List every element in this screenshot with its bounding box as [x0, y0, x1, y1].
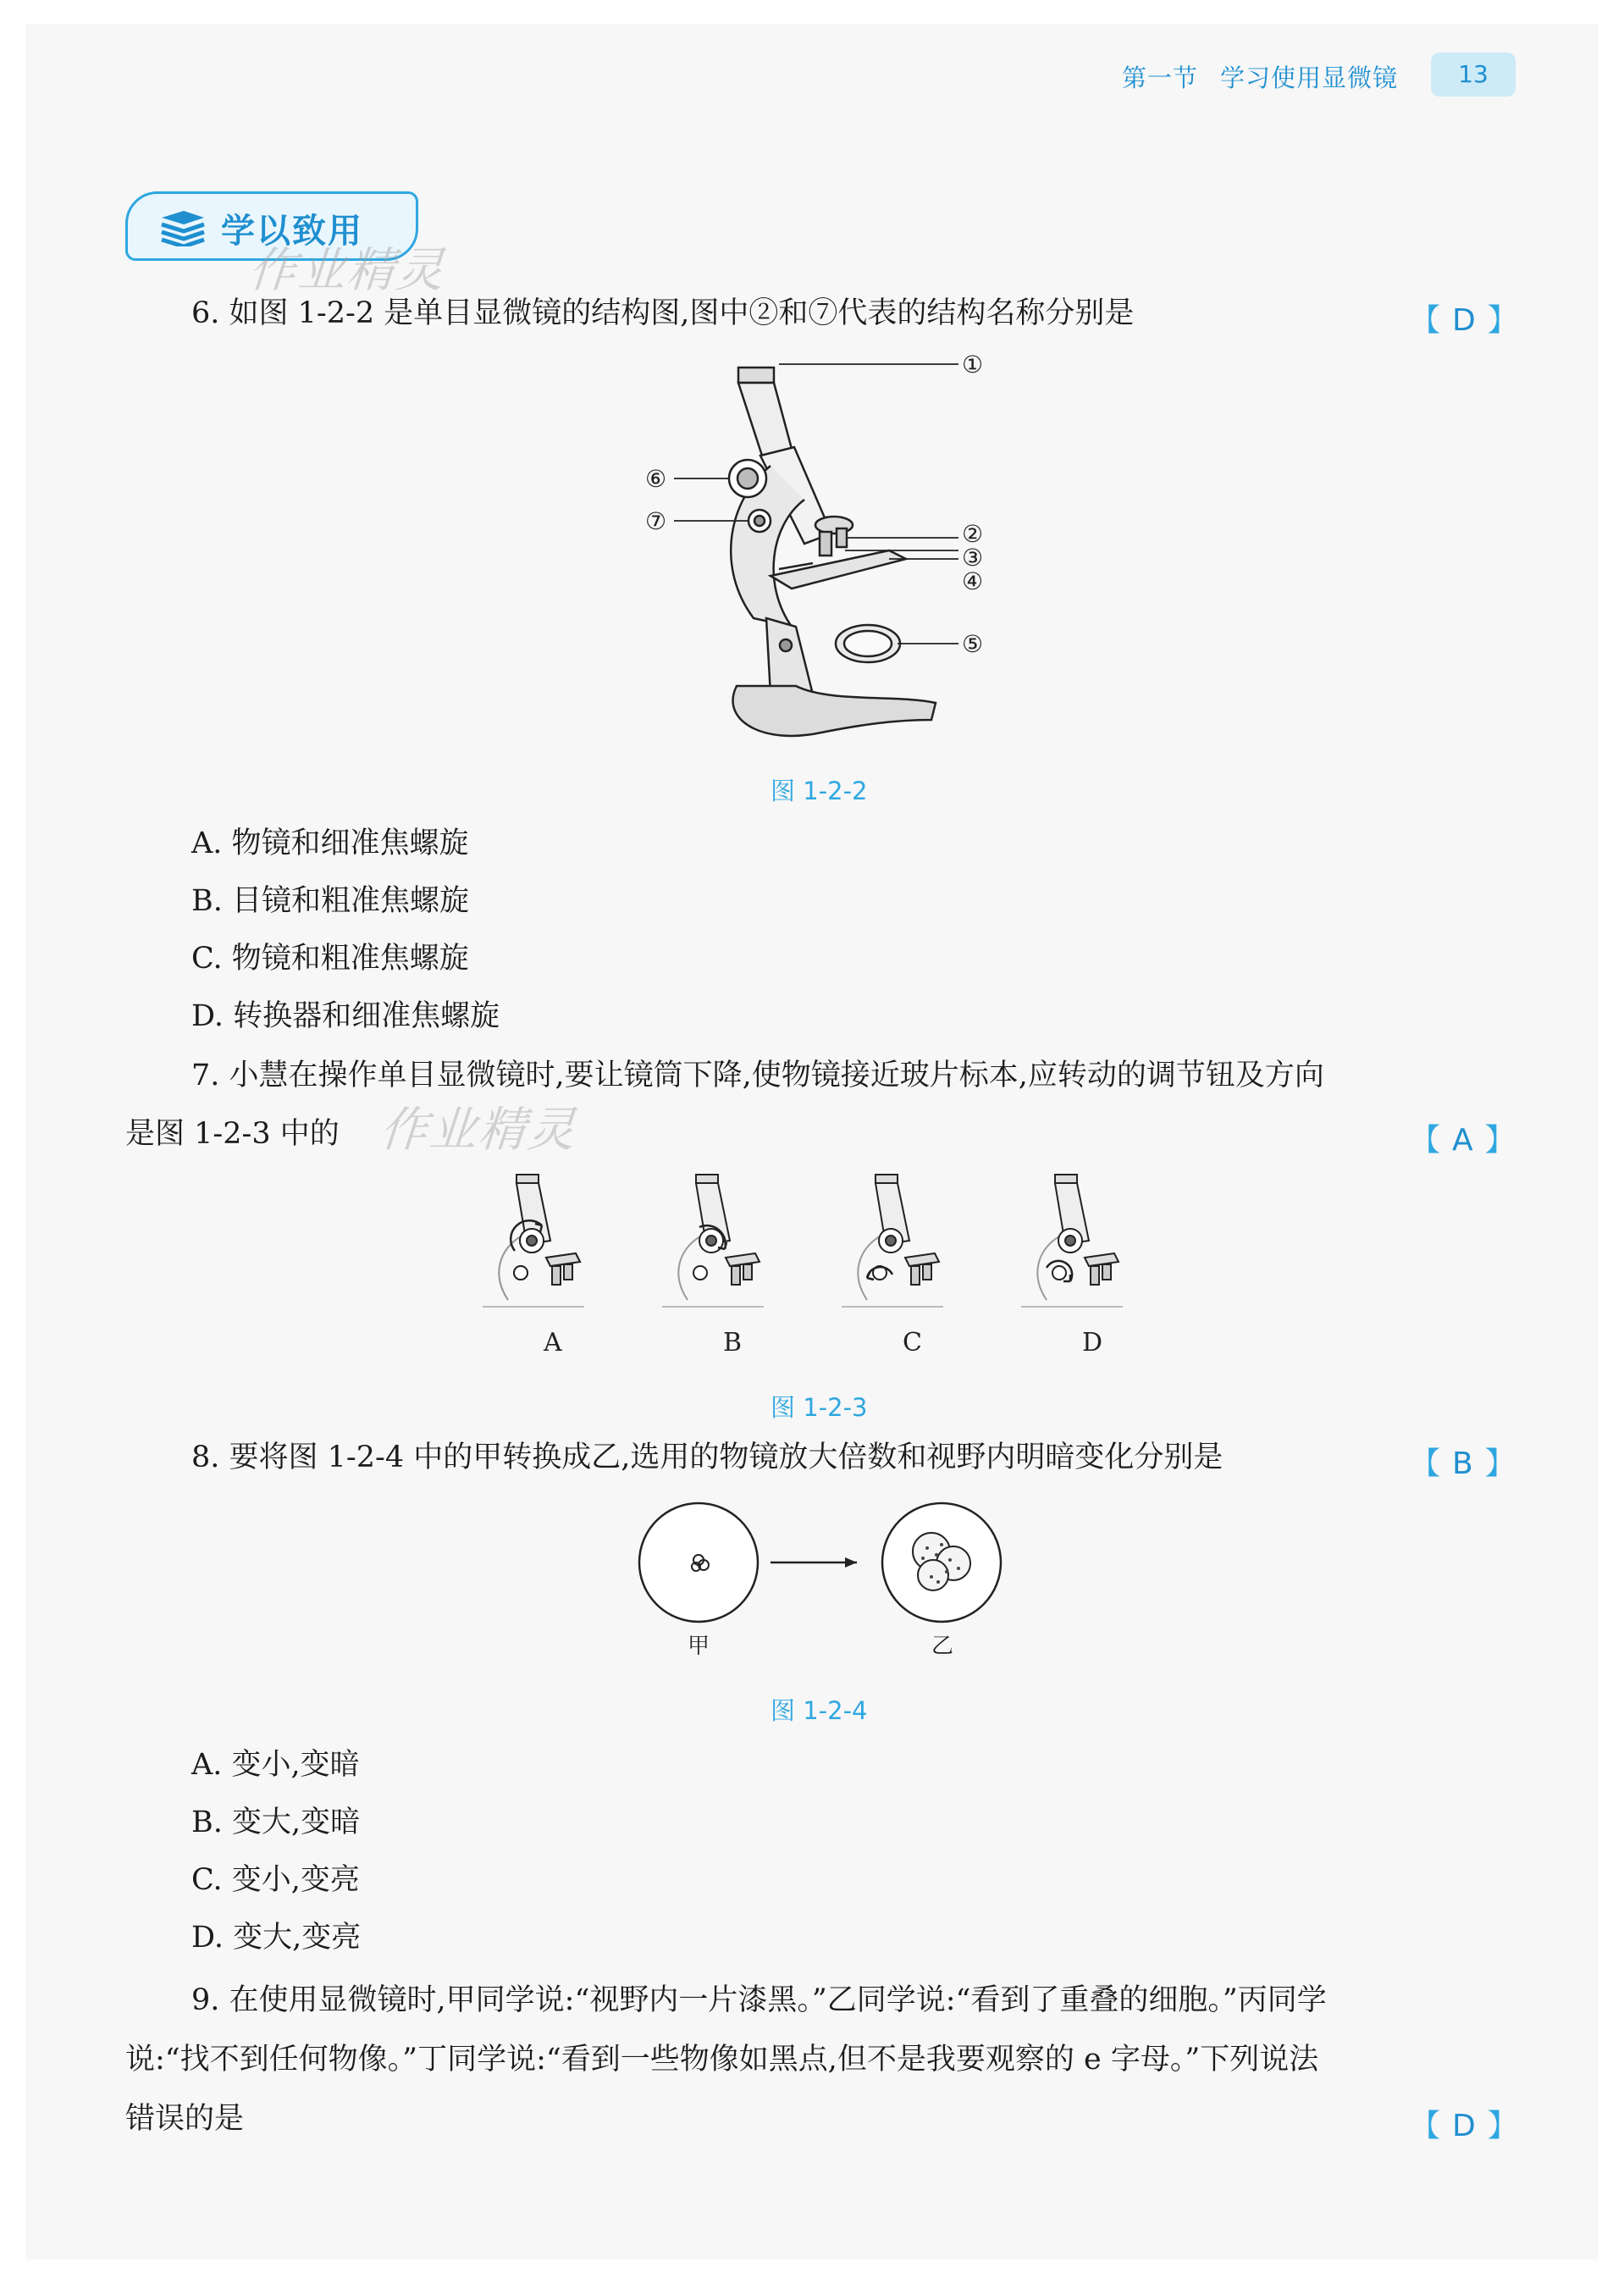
question-6-option-c: C. 物镜和粗准焦螺旋 — [191, 942, 469, 976]
label-2: ② — [962, 520, 984, 548]
running-header — [1122, 59, 1398, 94]
field-of-view-diagram — [635, 1499, 1016, 1660]
label-yi: 乙 — [931, 1634, 954, 1659]
banner-title: 学以致用 — [221, 212, 363, 251]
question-8-answer: 【 B 】 — [1410, 1446, 1516, 1481]
answer-letter: D — [1452, 2109, 1476, 2143]
label-5: ⑤ — [962, 630, 984, 658]
question-7-text-line-1: 7. 小慧在操作单目显微镜时,要让镜筒下降,使物镜接近玻片标本,应转动的调节钮及方向 — [191, 1059, 1324, 1092]
watermark: 作业精灵 — [374, 1103, 590, 1158]
label-1: ① — [962, 351, 984, 379]
question-9-text-line-2: 说:“找不到任何物像。”丁同学说:“看到一些物像如黑点,但不是我要观察的 e 字母。”下列说法 — [125, 2043, 1319, 2077]
knob-direction-figures — [483, 1173, 1160, 1359]
label-7: ⑦ — [645, 507, 667, 535]
page-number: 13 — [1431, 53, 1516, 97]
question-9-text-line-1: 9. 在使用显微镜时,甲同学说:“视野内一片漆黑。”乙同学说:“看到了重叠的细胞。”丙同学 — [191, 1983, 1327, 2017]
label-4: ④ — [962, 567, 984, 595]
question-6-option-d: D. 转换器和细准焦螺旋 — [191, 999, 500, 1033]
question-7-text-line-2: 是图 1-2-3 中的 — [125, 1117, 340, 1151]
question-8-option-b: B. 变大,变暗 — [191, 1806, 361, 1839]
figure-caption-1-2-4: 图 1-2-4 — [771, 1696, 868, 1725]
question-9-answer: 【 D 】 — [1410, 2109, 1518, 2143]
figure-caption-1-2-2: 图 1-2-2 — [771, 777, 868, 805]
label-6: ⑥ — [645, 465, 667, 493]
figure-label-a: A — [544, 1328, 562, 1358]
question-8-option-d: D. 变大,变亮 — [191, 1921, 362, 1955]
figure-label-b: B — [723, 1328, 743, 1358]
answer-letter: D — [1452, 303, 1476, 338]
question-7-answer: 【 A 】 — [1410, 1123, 1516, 1158]
books-icon — [158, 207, 207, 246]
figure-label-c: C — [903, 1328, 922, 1358]
watermark: 作业精灵 — [243, 243, 459, 298]
question-8-text: 8. 要将图 1-2-4 中的甲转换成乙,选用的物镜放大倍数和视野内明暗变化分别是 — [191, 1441, 1224, 1474]
label-jia: 甲 — [688, 1634, 710, 1659]
answer-letter: B — [1452, 1446, 1473, 1481]
question-6-option-b: B. 目镜和粗准焦螺旋 — [191, 884, 469, 918]
question-8-option-a: A. 变小,变暗 — [191, 1748, 360, 1782]
section-label: 第一节 — [1122, 64, 1199, 92]
question-6-option-a: A. 物镜和细准焦螺旋 — [191, 827, 469, 860]
question-6-text: 6. 如图 1-2-2 是单目显微镜的结构图,图中②和⑦代表的结构名称分别是 — [191, 296, 1135, 330]
question-9-text-line-3: 错误的是 — [125, 2102, 245, 2136]
question-6-answer: 【 D 】 — [1410, 303, 1518, 338]
figure-label-d: D — [1082, 1328, 1103, 1358]
microscope-diagram — [644, 347, 1016, 745]
figure-caption-1-2-3: 图 1-2-3 — [771, 1393, 868, 1422]
chapter-title: 学习使用显微镜 — [1220, 64, 1399, 92]
answer-letter: A — [1452, 1123, 1473, 1158]
label-3: ③ — [962, 544, 984, 572]
question-8-option-c: C. 变小,变亮 — [191, 1863, 360, 1897]
